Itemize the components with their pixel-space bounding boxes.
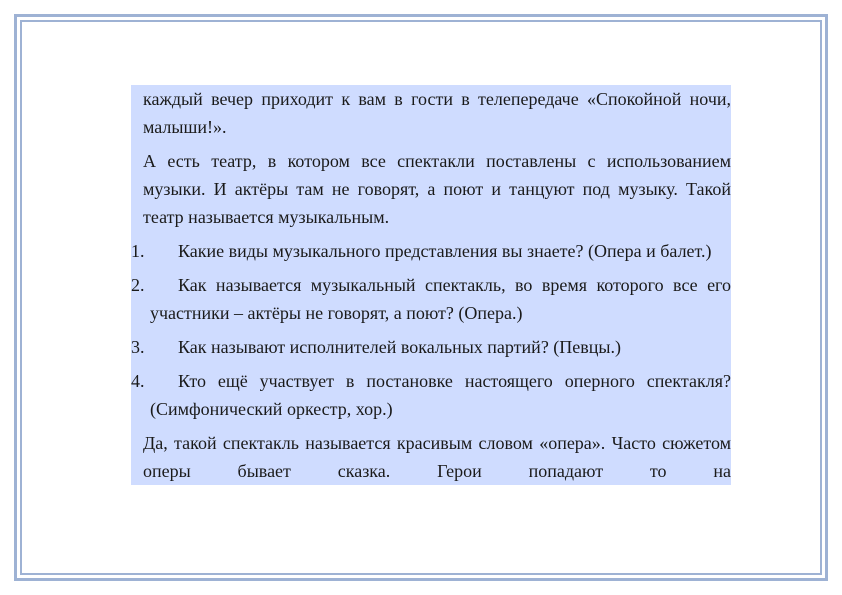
slide-text: [131, 85, 731, 485]
list-item: [131, 271, 731, 327]
paragraph-2: А есть театр, в котором все спектакли поставлены с использованием музыки. И актёры там не говорят, а поют и танцуют под музыку. Такой театр называется музыкальным.: [143, 151, 731, 227]
list-number: 2.: [131, 275, 145, 295]
question-list: [131, 237, 731, 429]
list-item: [131, 367, 731, 423]
list-text: Как называется музыкальный спектакль, во время которого все его участники – актёры не говорят, а поют? (Опера.): [150, 275, 731, 323]
list-text: Кто ещё участвует в постановке настоящего оперного спектакля? (Симфонический оркестр, хор.): [150, 371, 731, 419]
list-text: Какие виды музыкального представления вы знаете? (Опера и балет.): [178, 241, 712, 261]
list-number: 4.: [131, 371, 145, 391]
paragraph-1: каждый вечер приходит к вам в гости в телепередаче «Спокойной ночи, малыши!».: [143, 89, 731, 137]
list-text: Как называют исполнителей вокальных партий? (Певцы.): [178, 337, 622, 357]
list-number: 3.: [131, 337, 145, 357]
list-item: [131, 333, 731, 361]
paragraph-3: Да, такой спектакль называется красивым словом «опера». Часто сюжетом оперы бывает сказка. Герои попадают то на: [143, 433, 731, 481]
list-item: [131, 237, 731, 265]
list-number: 1.: [131, 241, 145, 261]
